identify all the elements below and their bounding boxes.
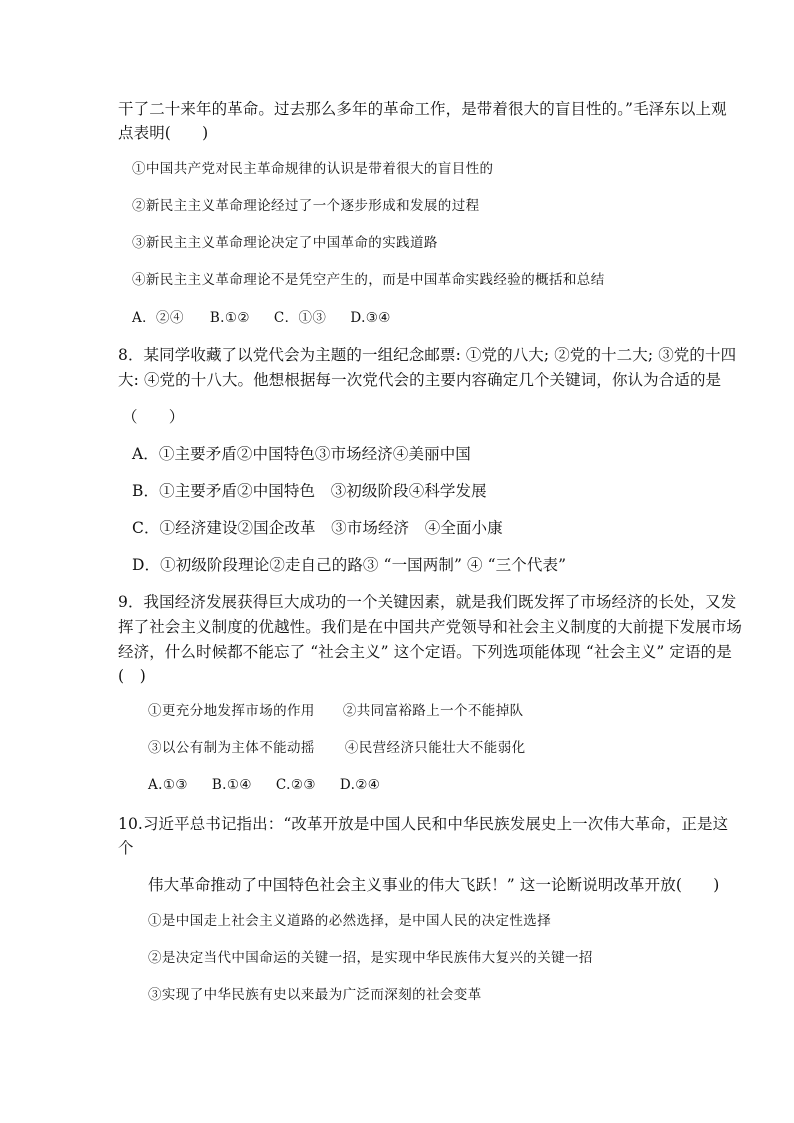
q7-option-d: D.③④ — [350, 310, 391, 326]
q8-stem-line-1: 8．某同学收藏了以党代会为主题的一组纪念邮票: ①党的八大; ②党的十二大; ③党的十四 — [118, 346, 737, 364]
q7-option-b: B.①② — [209, 310, 250, 326]
q9-option-a: A.①③ — [148, 777, 188, 793]
q9-statement-row-1 — [148, 705, 524, 719]
q7-option-a: A．②④ — [132, 310, 184, 326]
q9-statement-row-2 — [148, 742, 526, 756]
q7-option-c: C．①③ — [273, 310, 327, 326]
q10-statement-2: ②是决定当代中国命运的关键一招，是实现中华民族伟大复兴的关键一招 — [148, 950, 593, 966]
q9-statement-2: ②共同富裕路上一个不能掉队 — [342, 703, 524, 719]
q9-option-d: D.②④ — [339, 777, 381, 793]
q9-statement-3: ③以公有制为主体不能动摇 — [148, 740, 315, 756]
q8-option-d: D．①初级阶段理论②走自己的路③ “一国两制” ④ “三个代表” — [132, 556, 567, 574]
q9-option-b: B.①④ — [211, 777, 252, 793]
q8-option-b: B．①主要矛盾②中国特色 ③初级阶段④科学发展 — [132, 482, 487, 500]
q9-stem-line-2: 挥了社会主义制度的优越性。我们是在中国共产党领导和社会主义制度的大前提下发展市场 — [118, 618, 743, 636]
q9-stem-line-1: 9．我国经济发展获得巨大成功的一个关键因素，就是我们既发挥了市场经济的长处，又发 — [118, 593, 737, 611]
q7-statement-3: ③新民主主义革命理论决定了中国革命的实践道路 — [132, 235, 438, 251]
q7-statement-2: ②新民主主义革命理论经过了一个逐步形成和发展的过程 — [132, 198, 480, 214]
q9-statement-1: ①更充分地发挥市场的作用 — [148, 703, 315, 719]
q10-statement-1: ①是中国走上社会主义道路的必然选择，是中国人民的决定性选择 — [148, 913, 552, 929]
q8-option-a: A．①主要矛盾②中国特色③市场经济④美丽中国 — [132, 445, 471, 463]
q10-stem-line-2: 个 — [118, 839, 134, 857]
q8-stem-line-3: （ ） — [122, 408, 185, 426]
q8-option-c: C．①经济建设②国企改革 ③市场经济 ④全面小康 — [132, 519, 503, 537]
q8-stem-line-2: 大: ④党的十八大。他想根据每一次党代会的主要内容确定几个关键词，你认为合适的是 — [118, 371, 722, 389]
q9-stem-line-4: ( ) — [118, 667, 146, 685]
q9-stem-line-3: 经济，什么时候都不能忘了 “社会主义” 这个定语。下列选项能体现 “社会主义” 定语的是 — [118, 643, 732, 661]
q7-stem-line-2: 点表明( ) — [118, 124, 209, 142]
q7-options — [132, 312, 391, 326]
q10-stem-line-1: 10.习近平总书记指出：“改革开放是中国人民和中华民族发展史上一次伟大革命，正是这 — [118, 815, 729, 833]
q9-statement-4: ④民营经济只能壮大不能弱化 — [344, 740, 526, 756]
q9-options — [148, 779, 380, 793]
q9-option-c: C.②③ — [275, 777, 316, 793]
q7-stem-line-1: 干了二十来年的革命。过去那么多年的革命工作，是带着很大的盲目性的。”毛泽东以上观 — [118, 100, 727, 118]
q10-stem-line-3: 伟大革命推动了中国特色社会主义事业的伟大飞跃！” 这一论断说明改革开放( ) — [148, 876, 720, 894]
q7-statement-1: ①中国共产党对民主革命规律的认识是带着很大的盲目性的 — [132, 161, 494, 177]
q7-statement-4: ④新民主主义革命理论不是凭空产生的，而是中国革命实践经验的概括和总结 — [132, 272, 605, 288]
q10-statement-3: ③实现了中华民族有史以来最为广泛而深刻的社会变革 — [148, 987, 482, 1003]
